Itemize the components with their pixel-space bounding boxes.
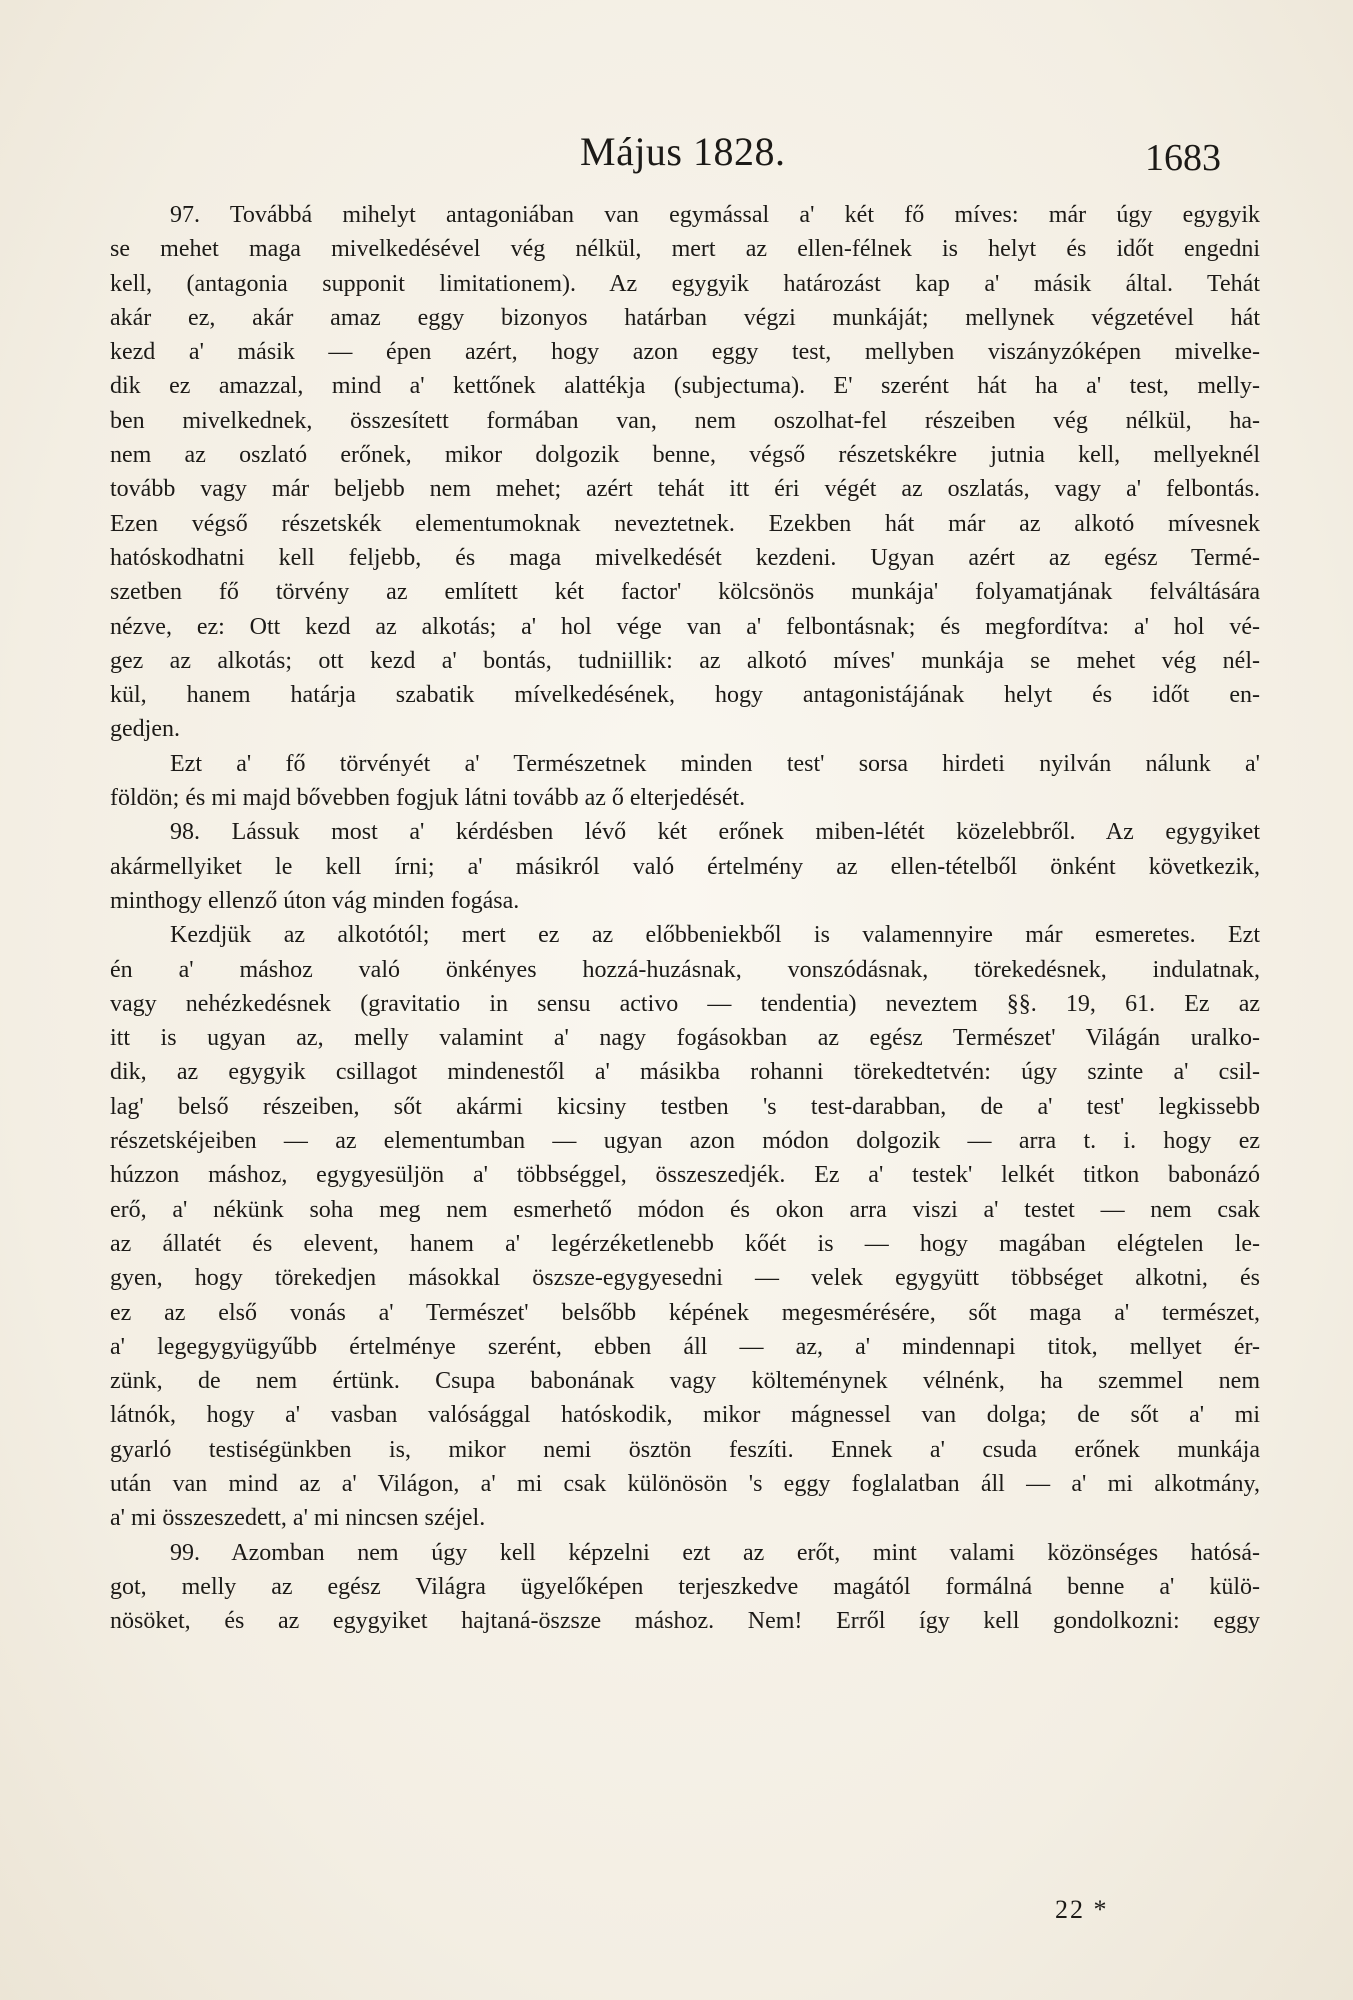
text-line: 97. Továbbá mihelyt antagoniában van egymással a' két fő míves: már úgy egygyik: [170, 202, 1260, 228]
text-line: se mehet maga mivelkedésével vég nélkül, mert az ellen-félnek is helyt és időt engedni: [110, 236, 1260, 263]
text-line: dik ez amazzal, mind a' kettőnek alattékja (subjectuma). E' szerént hát ha a' test, melly-: [110, 373, 1260, 400]
text-line: Ezt a' fő törvényét a' Természetnek minden test' sorsa hirdeti nyilván nálunk a': [170, 750, 1260, 777]
text-line: got, melly az egész Világra ügyelőképen terjeszkedve magától formálná benne a' külö-: [110, 1573, 1260, 1600]
text-line: minthogy ellenző úton vág minden fogása.: [110, 887, 520, 914]
text-line: vagy nehézkedésnek (gravitatio in sensu activo — tendentia) neveztem §§. 19, 61. Ez az: [110, 990, 1260, 1017]
text-line: 99. Azomban nem úgy kell képzelni ezt az erőt, mint valami közönséges hatósá-: [170, 1539, 1260, 1566]
text-line: lag' belső részeiben, sőt akármi kicsiny testben 's test-darabban, de a' test' legkissebb: [110, 1093, 1260, 1120]
text-line: akármellyiket le kell írni; a' másikról való értelmény az ellen-tételből önként következik,: [110, 853, 1260, 880]
text-line: látnók, hogy a' vasban valósággal hatóskodik, mikor mágnessel van dolga; de sőt a' mi: [110, 1402, 1260, 1429]
text-line: akár ez, akár amaz eggy bizonyos határban végzi munkáját; mellynek végzetével hát: [110, 304, 1260, 331]
text-line: tovább vagy már beljebb nem mehet; azért tehát itt éri végét az oszlatás, vagy a' felbontás.: [110, 476, 1260, 503]
text-line: részetskéjeiben — az elementumban — ugyan azon módon dolgozik — arra t. i. hogy ez: [110, 1128, 1260, 1155]
text-line: én a' máshoz való önkényes hozzá-huzásnak, vonszódásnak, törekedésnek, indulatnak,: [110, 956, 1260, 983]
page-number: 1683: [1145, 137, 1221, 179]
text-line: a' mi összeszedett, a' mi nincsen széjel.: [110, 1505, 486, 1532]
text-line: gedjen.: [110, 716, 180, 743]
text-line: nézve, ez: Ott kezd az alkotás; a' hol vége van a' felbontásnak; és megfordítva: a' hol vé-: [110, 613, 1260, 640]
text-line: gez az alkotás; ott kezd a' bontás, tudniillik: az alkotó míves' munkája se mehet vég nél-: [110, 647, 1260, 674]
signature-mark: 22 *: [1055, 1895, 1109, 1924]
text-line: gyarló testiségünkben is, mikor nemi ösztön feszíti. Ennek a' csuda erőnek munkája: [110, 1436, 1260, 1463]
text-line: után van mind az a' Világon, a' mi csak különösön 's eggy foglalatban áll — a' mi alkotmány,: [110, 1470, 1260, 1497]
text-line: kell, (antagonia supponit limitationem). Az egygyik határozást kap a' másik által. Tehát: [110, 270, 1260, 297]
page-header: [0, 128, 1353, 188]
text-line: gyen, hogy törekedjen másokkal öszsze-egygyesedni — velek egygyütt többséget alkotni, és: [110, 1265, 1260, 1292]
text-line: földön; és mi majd bővebben fogjuk látni tovább az ő elterjedését.: [110, 785, 746, 812]
text-line: zünk, de nem értünk. Csupa babonának vagy költeménynek vélnénk, ha szemmel nem: [110, 1368, 1260, 1395]
text-line: kezd a' másik — épen azért, hogy azon eggy test, mellyben viszányzóképen mivelke-: [110, 339, 1260, 366]
text-line: az állatét és elevent, hanem a' legérzéketlenebb kőét is — hogy magában elégtelen le-: [110, 1230, 1260, 1257]
text-line: ben mivelkednek, összesített formában van, nem oszolhat-fel részeiben vég nélkül, ha-: [110, 407, 1260, 434]
text-line: nösöket, és az egygyiket hajtaná-öszsze máshoz. Nem! Erről így kell gondolkozni: eggy: [110, 1608, 1260, 1635]
text-line: hatóskodhatni kell feljebb, és maga mivelkedését kezdeni. Ugyan azért az egész Termé-: [110, 544, 1260, 571]
running-title: Május 1828.: [580, 129, 786, 174]
text-line: húzzon máshoz, egygyesüljön a' többséggel, összeszedjék. Ez a' testek' lelkét titkon babonázó: [110, 1162, 1260, 1189]
text-line: 98. Lássuk most a' kérdésben lévő két erőnek miben-létét közelebbről. Az egygyiket: [170, 819, 1260, 846]
text-line: a' legegygyügyűbb értelménye szerént, ebben áll — az, a' mindennapi titok, mellyet ér-: [110, 1333, 1260, 1360]
text-line: itt is ugyan az, melly valamint a' nagy fogásokban az egész Természet' Világán uralko-: [110, 1025, 1260, 1052]
text-line: Ezen végső részetskék elementumoknak neveztetnek. Ezekben hát már az alkotó mívesnek: [110, 510, 1260, 537]
text-line: kül, hanem határja szabatik mívelkedésének, hogy antagonistájának helyt és időt en-: [110, 682, 1260, 709]
body-text: [110, 198, 1260, 1638]
text-line: dik, az egygyik csillagot mindenestől a' másikba rohanni törekedtetvén: úgy szinte a' csil-: [110, 1059, 1260, 1086]
text-line: nem az oszlató erőnek, mikor dolgozik benne, végső részetskékre jutnia kell, mellyeknél: [110, 442, 1260, 469]
text-line: szetben fő törvény az említett két factor' kölcsönös munkája' folyamatjának felváltására: [110, 579, 1260, 606]
text-line: erő, a' nékünk soha meg nem esmerhető módon és okon arra viszi a' testet — nem csak: [110, 1196, 1260, 1223]
text-line: ez az első vonás a' Természet' belsőbb képének megesmérésére, sőt maga a' természet,: [110, 1299, 1260, 1326]
text-line: Kezdjük az alkotótól; mert ez az előbbeniekből is valamennyire már esmeretes. Ezt: [170, 922, 1260, 949]
